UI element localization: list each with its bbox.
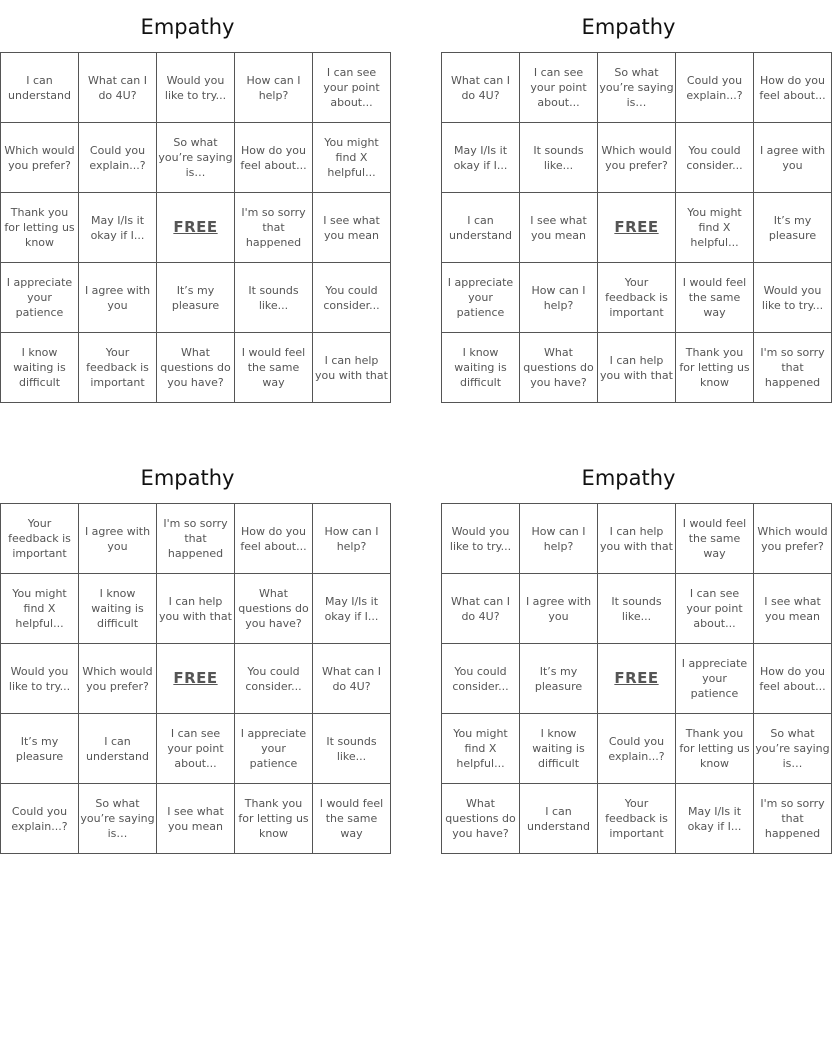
bingo-cell: How can I help? xyxy=(520,504,598,574)
bingo-cell: You could consider... xyxy=(442,644,520,714)
grid-row xyxy=(442,644,832,714)
bingo-cell: Could you explain...? xyxy=(79,123,157,193)
grid-row xyxy=(442,333,832,403)
grid-row xyxy=(442,263,832,333)
card-title: Empathy xyxy=(581,466,676,490)
free-cell: FREE xyxy=(157,193,235,263)
bingo-cell: Could you explain...? xyxy=(676,53,754,123)
bingo-cell: How do you feel about... xyxy=(235,123,313,193)
bingo-cell: I can understand xyxy=(79,714,157,784)
bingo-cell: May I/Is it okay if I... xyxy=(676,784,754,854)
bingo-cell: Would you like to try... xyxy=(754,263,832,333)
grid-row xyxy=(442,714,832,784)
bingo-cell: You might find X helpful... xyxy=(313,123,391,193)
bingo-cell: I can understand xyxy=(520,784,598,854)
bingo-cell: Would you like to try... xyxy=(157,53,235,123)
grid-row xyxy=(1,644,391,714)
bingo-cell: It’s my pleasure xyxy=(157,263,235,333)
bingo-cell: You might find X helpful... xyxy=(676,193,754,263)
bingo-cell: It sounds like... xyxy=(313,714,391,784)
bingo-cell: You could consider... xyxy=(235,644,313,714)
bingo-grid xyxy=(0,503,391,854)
bingo-cell: I can see your point about... xyxy=(676,574,754,644)
grid-row xyxy=(1,193,391,263)
bingo-cell: I can see your point about... xyxy=(520,53,598,123)
bingo-cell: Could you explain...? xyxy=(1,784,79,854)
bingo-cell: What can I do 4U? xyxy=(79,53,157,123)
bingo-cell: It’s my pleasure xyxy=(520,644,598,714)
bingo-cell: You might find X helpful... xyxy=(1,574,79,644)
bingo-cell: I can help you with that xyxy=(598,333,676,403)
grid-row xyxy=(442,784,832,854)
bingo-cell: I see what you mean xyxy=(520,193,598,263)
bingo-cell: I agree with you xyxy=(79,504,157,574)
bingo-cell: Which would you prefer? xyxy=(754,504,832,574)
bingo-cell: Could you explain...? xyxy=(598,714,676,784)
bingo-cell: I see what you mean xyxy=(313,193,391,263)
bingo-cell: I appreciate your patience xyxy=(235,714,313,784)
bingo-cell: What questions do you have? xyxy=(157,333,235,403)
bingo-cell: I know waiting is difficult xyxy=(79,574,157,644)
free-cell: FREE xyxy=(598,644,676,714)
bingo-cell: Which would you prefer? xyxy=(1,123,79,193)
bingo-cell: How do you feel about... xyxy=(754,644,832,714)
bingo-cell: I can help you with that xyxy=(313,333,391,403)
bingo-cell: I can understand xyxy=(1,53,79,123)
grid-row xyxy=(1,123,391,193)
bingo-cell: I can see your point about... xyxy=(157,714,235,784)
grid-row xyxy=(442,574,832,644)
bingo-cell: How do you feel about... xyxy=(235,504,313,574)
bingo-cell: I see what you mean xyxy=(157,784,235,854)
bingo-grid xyxy=(441,52,832,403)
bingo-cell: I appreciate your patience xyxy=(676,644,754,714)
bingo-grid xyxy=(0,52,391,403)
bingo-cell: I know waiting is difficult xyxy=(1,333,79,403)
bingo-cell: Which would you prefer? xyxy=(79,644,157,714)
bingo-cell: What can I do 4U? xyxy=(313,644,391,714)
grid-row xyxy=(1,504,391,574)
bingo-cell: May I/Is it okay if I... xyxy=(79,193,157,263)
bingo-cell: I see what you mean xyxy=(754,574,832,644)
bingo-cell: I can see your point about... xyxy=(313,53,391,123)
card-title: Empathy xyxy=(140,466,235,490)
bingo-cell: I know waiting is difficult xyxy=(442,333,520,403)
bingo-cell: What questions do you have? xyxy=(442,784,520,854)
bingo-cell: I would feel the same way xyxy=(235,333,313,403)
grid-row xyxy=(1,53,391,123)
bingo-grid xyxy=(441,503,832,854)
bingo-cell: I can help you with that xyxy=(598,504,676,574)
bingo-cell: Would you like to try... xyxy=(442,504,520,574)
bingo-cell: I'm so sorry that happened xyxy=(157,504,235,574)
bingo-cell: It sounds like... xyxy=(520,123,598,193)
bingo-cell: I'm so sorry that happened xyxy=(235,193,313,263)
bingo-cell: It sounds like... xyxy=(235,263,313,333)
bingo-cell: I appreciate your patience xyxy=(1,263,79,333)
grid-row xyxy=(1,263,391,333)
bingo-cell: Thank you for letting us know xyxy=(676,333,754,403)
grid-row xyxy=(442,53,832,123)
grid-row xyxy=(1,714,391,784)
grid-row xyxy=(1,574,391,644)
card-title: Empathy xyxy=(140,15,235,39)
grid-row xyxy=(442,504,832,574)
bingo-cell: You could consider... xyxy=(676,123,754,193)
bingo-cell: I agree with you xyxy=(79,263,157,333)
bingo-cell: I know waiting is difficult xyxy=(520,714,598,784)
card-title: Empathy xyxy=(581,15,676,39)
bingo-cell: It’s my pleasure xyxy=(1,714,79,784)
bingo-cell: I agree with you xyxy=(754,123,832,193)
bingo-cell: You might find X helpful... xyxy=(442,714,520,784)
bingo-cell: I appreciate your patience xyxy=(442,263,520,333)
bingo-cell: So what you’re saying is… xyxy=(598,53,676,123)
bingo-cell: How can I help? xyxy=(235,53,313,123)
free-cell: FREE xyxy=(157,644,235,714)
bingo-cell: So what you’re saying is… xyxy=(79,784,157,854)
bingo-cell: How can I help? xyxy=(520,263,598,333)
bingo-cell: I would feel the same way xyxy=(676,504,754,574)
free-cell: FREE xyxy=(598,193,676,263)
bingo-cell: Thank you for letting us know xyxy=(235,784,313,854)
bingo-cell: What can I do 4U? xyxy=(442,574,520,644)
bingo-cell: So what you’re saying is… xyxy=(754,714,832,784)
bingo-cell: What questions do you have? xyxy=(235,574,313,644)
bingo-cell: Which would you prefer? xyxy=(598,123,676,193)
bingo-cell: You could consider... xyxy=(313,263,391,333)
bingo-cell: Your feedback is important xyxy=(598,263,676,333)
grid-row xyxy=(442,123,832,193)
bingo-cell: How can I help? xyxy=(313,504,391,574)
grid-row xyxy=(442,193,832,263)
bingo-cell: How do you feel about... xyxy=(754,53,832,123)
bingo-cell: So what you’re saying is… xyxy=(157,123,235,193)
bingo-cell: I would feel the same way xyxy=(313,784,391,854)
bingo-cell: Your feedback is important xyxy=(79,333,157,403)
bingo-cell: Your feedback is important xyxy=(598,784,676,854)
bingo-cell: I'm so sorry that happened xyxy=(754,333,832,403)
bingo-cell: May I/Is it okay if I... xyxy=(313,574,391,644)
bingo-cell: Thank you for letting us know xyxy=(676,714,754,784)
bingo-cell: May I/Is it okay if I... xyxy=(442,123,520,193)
bingo-cell: I can understand xyxy=(442,193,520,263)
grid-row xyxy=(1,333,391,403)
bingo-cell: What questions do you have? xyxy=(520,333,598,403)
bingo-cell: I would feel the same way xyxy=(676,263,754,333)
bingo-cell: Would you like to try... xyxy=(1,644,79,714)
bingo-cell: Thank you for letting us know xyxy=(1,193,79,263)
bingo-cell: It sounds like... xyxy=(598,574,676,644)
bingo-cell: It’s my pleasure xyxy=(754,193,832,263)
bingo-cell: What can I do 4U? xyxy=(442,53,520,123)
bingo-cell: I can help you with that xyxy=(157,574,235,644)
grid-row xyxy=(1,784,391,854)
bingo-cell: Your feedback is important xyxy=(1,504,79,574)
bingo-cell: I'm so sorry that happened xyxy=(754,784,832,854)
bingo-cell: I agree with you xyxy=(520,574,598,644)
